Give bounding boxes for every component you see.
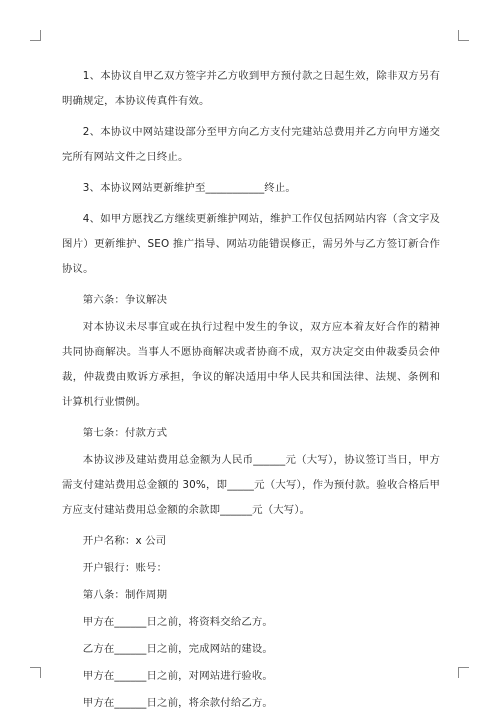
document-body — [62, 64, 440, 718]
crop-mark-bottom-right — [458, 667, 469, 678]
clause-continued-maintenance: 4、如甲方愿找乙方继续更新维护网站，维护工作仅包括网站内容（含文字及图片）更新维护、SEO 推广指导、网站功能错误修正，需另外与乙方签订新合作协议。 — [62, 213, 440, 275]
crop-mark-top-right — [458, 30, 469, 41]
clause-dispute-resolution: 对本协议未尽事宜或在执行过程中发生的争议，双方应本着友好合作的精神共同协商解决。当事人不愿协商解决或者协商不成，双方决定交由仲裁委员会仲裁，仲裁费由败诉方承担，争议的解决适用中华人民共和国法律、法规、条例和计算机行业惯例。 — [62, 321, 440, 408]
crop-mark-bottom-left — [30, 667, 41, 678]
schedule-item-acceptance: 甲方在______日之前，对网站进行验收。 — [82, 670, 273, 682]
section-heading-payment: 第七条：付款方式 — [82, 427, 168, 439]
clause-maintenance-period: 3、本协议网站更新维护至___________终止。 — [82, 182, 296, 194]
crop-mark-top-left — [30, 30, 41, 41]
account-bank: 开户银行：账号： — [82, 562, 168, 574]
clause-effective-date: 1、本协议自甲乙双方签字并乙方收到甲方预付款之日起生效，除非双方另有明确规定，本协议传真件有效。 — [62, 70, 440, 107]
account-name: 开户名称：x 公司 — [82, 535, 167, 547]
clause-payment-terms: 本协议涉及建站费用总金额为人民币______元（大写），协议签订当日，甲方需支付建站费用总金额的 30%，即_____元（大写），作为预付款。验收合格后甲方应支付建站费用总金额的余款即______元（大写）。 — [62, 454, 440, 516]
section-heading-schedule: 第八条：制作周期 — [82, 589, 168, 601]
schedule-item-final-payment: 甲方在______日之前，将余款付给乙方。 — [82, 697, 273, 709]
section-heading-dispute: 第六条：争议解决 — [82, 294, 168, 306]
schedule-item-build: 乙方在______日之前，完成网站的建设。 — [82, 643, 273, 655]
schedule-item-materials: 甲方在______日之前，将资料交给乙方。 — [82, 616, 273, 628]
clause-termination: 2、本协议中网站建设部分至甲方向乙方支付完建站总费用并乙方向甲方递交完所有网站文件之日终止。 — [62, 126, 440, 163]
